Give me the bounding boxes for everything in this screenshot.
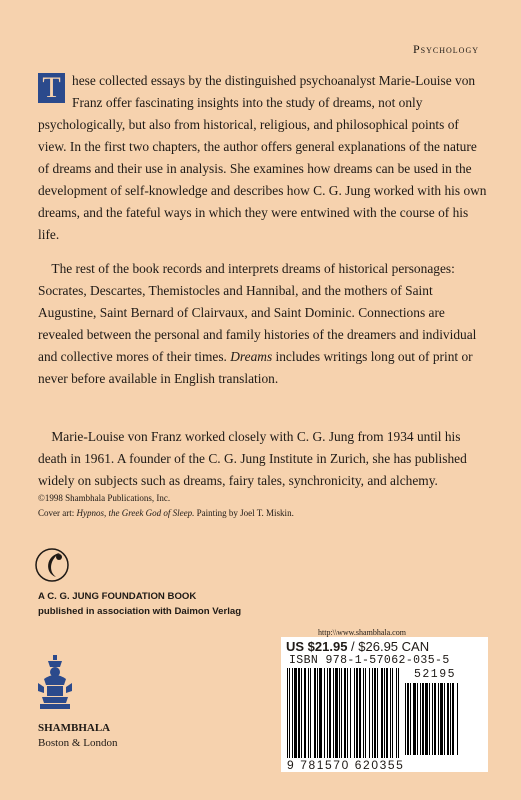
- price-us: US $21.95: [286, 639, 348, 654]
- paragraph-2-text-b: includes writings long out of print or never before available in English translation.: [38, 349, 473, 386]
- shambhala-temple-logo-icon: [38, 655, 72, 710]
- paragraph-1-text: hese collected essays by the distinguished psychoanalyst Marie-Louise von Franz offer fascinating insights into the study of dreams, not only psychologically, but also from historical, religious, and philosophical points of view. In the first two chapters, the author offers general explanations of the nature of dreams and their use in analysis. She examines how dreams can be used in the development of self-knowledge and describes how C. G. Jung worked with his own dreams, and the fateful ways in which they were entwined with the course of his life.: [38, 73, 487, 242]
- drop-cap: T: [38, 73, 65, 103]
- category-label: Psychology: [412, 42, 479, 56]
- copyright-notice: ©1998 Shambhala Publications, Inc.: [38, 493, 171, 503]
- author-bio-paragraph: [38, 426, 490, 492]
- publisher-url: http:\\www.shambhala.com: [318, 628, 406, 637]
- price-line: [286, 639, 429, 654]
- publisher-name: SHAMBHALA: [38, 722, 111, 734]
- cover-art-prefix: Cover art:: [38, 508, 77, 518]
- publisher-location: Boston & London: [38, 737, 118, 749]
- ean-barcode: [287, 668, 399, 758]
- barcode-panel: [281, 637, 488, 772]
- paragraph-2-text-a: The rest of the book records and interprets dreams of historical personages: Socrates, Descartes, Themistocles and Hannibal, and the mothers of Saint Augustine, Saint Bernard of Clairvaux, and Saint Dominic. Connections are revealed between the personal and family histories of the dreamers and individual and collective mores of their times.: [38, 261, 477, 364]
- description-paragraph-1: [38, 70, 490, 246]
- supplement-barcode: [405, 669, 481, 755]
- cover-art-suffix: Painting by Joel T. Miskin.: [194, 508, 294, 518]
- price-supplement-digits: 52195: [414, 668, 457, 681]
- price-can: / $26.95 CAN: [347, 639, 430, 654]
- book-title-italic: Dreams: [230, 349, 273, 364]
- publisher-block: [38, 721, 117, 751]
- ean-digits: 9 781570 620355: [287, 758, 405, 772]
- jung-foundation-logo-icon: [34, 545, 74, 585]
- cover-art-title: Hypnos, the Greek God of Sleep.: [76, 508, 195, 518]
- foundation-imprint: [38, 589, 241, 619]
- isbn-text: ISBN 978-1-57062-035-5: [289, 654, 450, 667]
- foundation-line-2: published in association with Daimon Verlag: [38, 606, 242, 617]
- foundation-line-1: A C. G. JUNG FOUNDATION BOOK: [38, 591, 197, 602]
- description-paragraph-2: [38, 258, 490, 390]
- paragraph-3-text: Marie-Louise von Franz worked closely with C. G. Jung from 1934 until his death in 1961. A founder of the C. G. Jung Institute in Zurich, she has published widely on subjects such as dreams, fairy tales, synchronicity, and alchemy.: [38, 429, 467, 488]
- cover-art-credit: [38, 508, 294, 518]
